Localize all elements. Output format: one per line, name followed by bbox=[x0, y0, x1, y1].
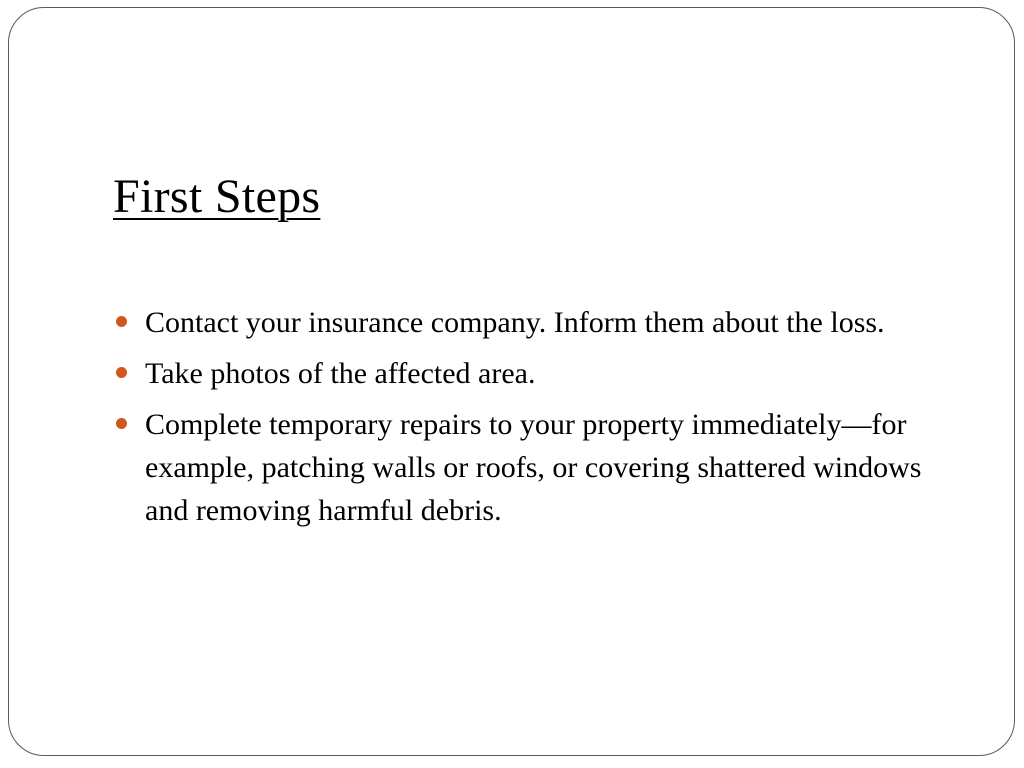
bullet-text: Contact your insurance company. Inform them about the loss. bbox=[145, 306, 885, 339]
bullet-text: Complete temporary repairs to your property immediately—for example, patching walls or roofs, or covering shattered windows and removing harmful debris. bbox=[145, 408, 922, 527]
bullet-item bbox=[113, 403, 963, 532]
bullet-item bbox=[113, 301, 963, 344]
bullet-list bbox=[113, 301, 963, 540]
bullet-item bbox=[113, 352, 963, 395]
slide bbox=[8, 7, 1015, 756]
bullet-dot-icon bbox=[116, 316, 127, 327]
bullet-dot-icon bbox=[116, 367, 127, 378]
bullet-text: Take photos of the affected area. bbox=[145, 357, 536, 390]
bullet-dot-icon bbox=[116, 418, 127, 429]
slide-title: First Steps bbox=[113, 170, 321, 223]
